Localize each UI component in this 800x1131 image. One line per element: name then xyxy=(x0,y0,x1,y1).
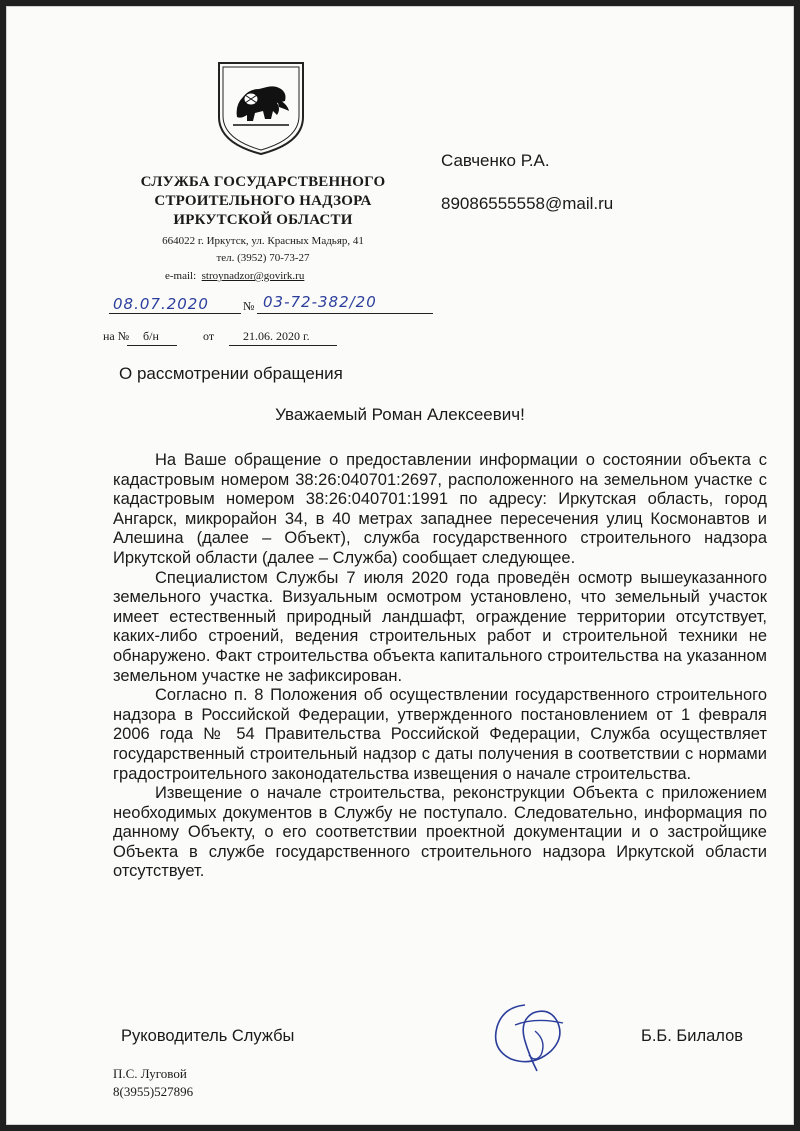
letter-page xyxy=(6,6,794,1125)
body-paragraph-3: Согласно п. 8 Положения об осуществлении государственного строительного надзора в Российской Федерации, утвержденного постановлением от 1 февраля 2006 года № 54 Правительства Российской Федерации, Служба осуществляет государственный строительный надзор с даты получения в соответствии с нормами градостроительного законодательства извещения о начале строительства. xyxy=(113,686,767,783)
email-label: e-mail: xyxy=(165,270,197,282)
reference-date-underline xyxy=(229,345,337,346)
reference-from-label: от xyxy=(203,329,215,343)
executor-phone: 8(3955)527896 xyxy=(113,1084,194,1099)
handwritten-signature-icon xyxy=(485,997,577,1075)
body-paragraph-2: Специалистом Службы 7 июля 2020 года проведён осмотр вышеуказанного земельного участка. Визуальным осмотром установлено, что земельный участок имеет естественный природный ландшафт, ограждение территории отсутствует, каких-либо строений, ведения строительных работ и строительной техники не обнаружено. Факт строительства объекта капитального строительства на указанном земельном участке не зафиксирован. xyxy=(113,568,767,685)
signatory-role: Руководитель Службы xyxy=(121,1027,295,1045)
letter-greeting: Уважаемый Роман Алексеевич! xyxy=(275,405,525,424)
addressee-name: Савченко Р.А. xyxy=(441,151,550,170)
executor-name: П.С. Луговой xyxy=(113,1066,187,1081)
reference-line xyxy=(103,329,403,351)
organization-email-line xyxy=(165,268,304,285)
addressee-email: 89086555558@mail.ru xyxy=(441,194,614,213)
registration-date-underline xyxy=(109,313,241,314)
registration-number-label: № xyxy=(243,299,255,313)
organization-phone: тел. (3952) 70-73-27 xyxy=(216,252,310,264)
registration-line xyxy=(87,289,437,317)
reference-label: на № xyxy=(103,329,130,343)
reference-date: 21.06. 2020 г. xyxy=(243,329,310,343)
organization-email-link[interactable]: stroynadzor@govirk.ru xyxy=(201,270,305,282)
irkutsk-coat-of-arms-icon xyxy=(215,59,307,157)
letter-body xyxy=(113,451,767,882)
registration-number: 03-72-382/20 xyxy=(263,293,377,311)
letter-subject: О рассмотрении обращения xyxy=(119,364,343,383)
executor-block xyxy=(113,1065,193,1101)
body-paragraph-4: Извещение о начале строительства, реконструкции Объекта с приложением необходимых документов в Службу не поступало. Следовательно, информация по данному Объекту, о его соответствии проектной документации и о застройщике Объекта в службе государственного строительного надзора Иркутской области отсутствует. xyxy=(113,784,767,881)
registration-date: 08.07.2020 xyxy=(113,295,209,313)
organization-contacts xyxy=(103,233,423,267)
reference-number: б/н xyxy=(143,329,159,343)
organization-address: 664022 г. Иркутск, ул. Красных Мадьяр, 41 xyxy=(162,235,364,247)
signatory-name: Б.Б. Билалов xyxy=(641,1027,744,1045)
registration-number-underline xyxy=(257,313,433,314)
reference-number-underline xyxy=(127,345,177,346)
body-paragraph-1: На Ваше обращение о предоставлении информации о состоянии объекта с кадастровым номером 38:26:040701:2697, расположенного на земельном участке с кадастровым номером 38:26:040701:1991 по адресу: Иркутская область, город Ангарск, микрорайон 34, в 40 метрах западнее пересечения улиц Космонавтов и Алешина (далее – Объект), служба государственного строительного надзора Иркутской области (далее – Служба) сообщает следующее. xyxy=(113,451,767,567)
organization-name: СЛУЖБА ГОСУДАРСТВЕННОГО СТРОИТЕЛЬНОГО НАДЗОРА ИРКУТСКОЙ ОБЛАСТИ xyxy=(140,174,386,228)
